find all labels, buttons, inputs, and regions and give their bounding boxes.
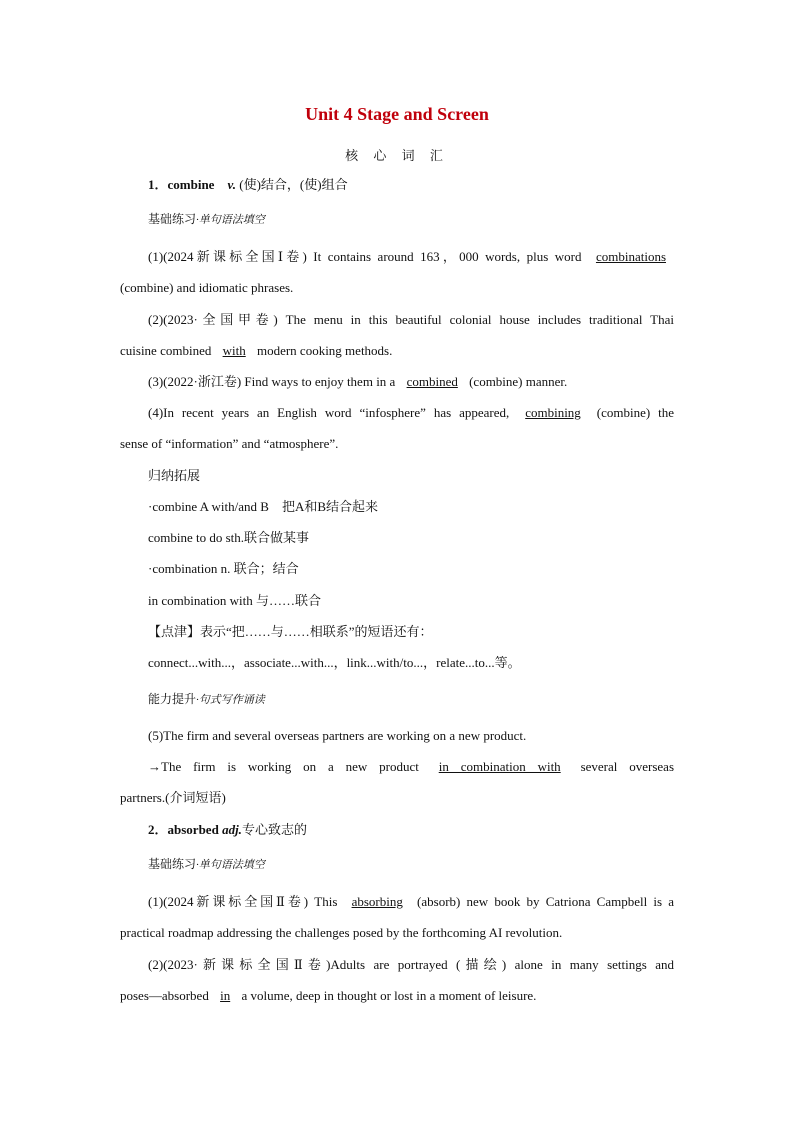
page-title: Unit 4 Stage and Screen bbox=[305, 104, 489, 124]
ability-label: 能力提升·句式写作诵读 bbox=[148, 692, 265, 706]
exercise-item: (4)In recent years an English word “infosphere” has appeared, combining (combine) the bbox=[148, 405, 674, 420]
expand-label: 归纳拓展 bbox=[148, 468, 201, 483]
answer-blank: in combination with bbox=[438, 759, 561, 774]
exercise-item: (3)(2022·浙江卷) Find ways to enjoy them in a combined (combine) manner. bbox=[148, 374, 568, 389]
exercise-item: (2)(2023·新课标全国Ⅱ卷)Adults are portrayed (描绘) alone in many settings and bbox=[148, 957, 674, 972]
note-phrases: connect...with...，associate...with...，link...with/to...，relate...to...等。 bbox=[148, 655, 521, 670]
exercise-item-continued: cuisine combined with modern cooking methods. bbox=[120, 343, 393, 358]
exercise-item-continued: (combine) and idiomatic phrases. bbox=[120, 280, 294, 295]
word-heading-combine: 1．combine v. (使)结合，(使)组合 bbox=[148, 177, 348, 192]
practice-label: 基础练习·单句语法填空 bbox=[148, 212, 265, 226]
expand-item: ·combine A with/and B 把A和B结合起来 bbox=[148, 499, 379, 514]
answer-blank: combinations bbox=[595, 249, 666, 264]
exercise-item-continued: partners.(介词短语) bbox=[120, 790, 226, 805]
note-line: 【点津】表示“把……与……相联系”的短语还有： bbox=[148, 624, 433, 639]
exercise-item: (5)The firm and several overseas partners are working on a new product. bbox=[148, 728, 527, 743]
answer-blank: combined bbox=[406, 374, 458, 389]
expand-item: combine to do sth.联合做某事 bbox=[148, 530, 310, 545]
word-heading-absorbed: 2．absorbed adj.专心致志的 bbox=[148, 822, 307, 837]
expand-item: in combination with 与……联合 bbox=[148, 593, 321, 608]
section-subtitle: 核 心 词 汇 bbox=[345, 148, 449, 163]
exercise-item: (1)(2024新课标全国Ⅰ卷) It contains around 163，000 words, plus word combinations bbox=[148, 249, 674, 265]
exercise-item-continued: practical roadmap addressing the challenges posed by the forthcoming AI revolution. bbox=[120, 925, 563, 940]
answer-blank: with bbox=[222, 343, 246, 358]
practice-label: 基础练习·单句语法填空 bbox=[148, 857, 265, 871]
exercise-item: (1)(2024新课标全国Ⅱ卷) This absorbing (absorb) new book by Catriona Campbell is a bbox=[148, 894, 675, 909]
exercise-item: →The firm is working on a new product in combination with several overseas bbox=[148, 759, 675, 774]
exercise-item-continued: sense of “information” and “atmosphere”. bbox=[120, 436, 339, 451]
answer-blank: in bbox=[220, 988, 231, 1003]
answer-blank: combining bbox=[525, 405, 581, 420]
expand-item: ·combination n. 联合；结合 bbox=[148, 561, 299, 576]
answer-blank: absorbing bbox=[351, 894, 403, 909]
exercise-item: (2)(2023·全国甲卷) The menu in this beautiful colonial house includes traditional Thai bbox=[148, 312, 674, 327]
exercise-item-continued: poses—absorbed in a volume, deep in thought or lost in a moment of leisure. bbox=[120, 988, 537, 1003]
